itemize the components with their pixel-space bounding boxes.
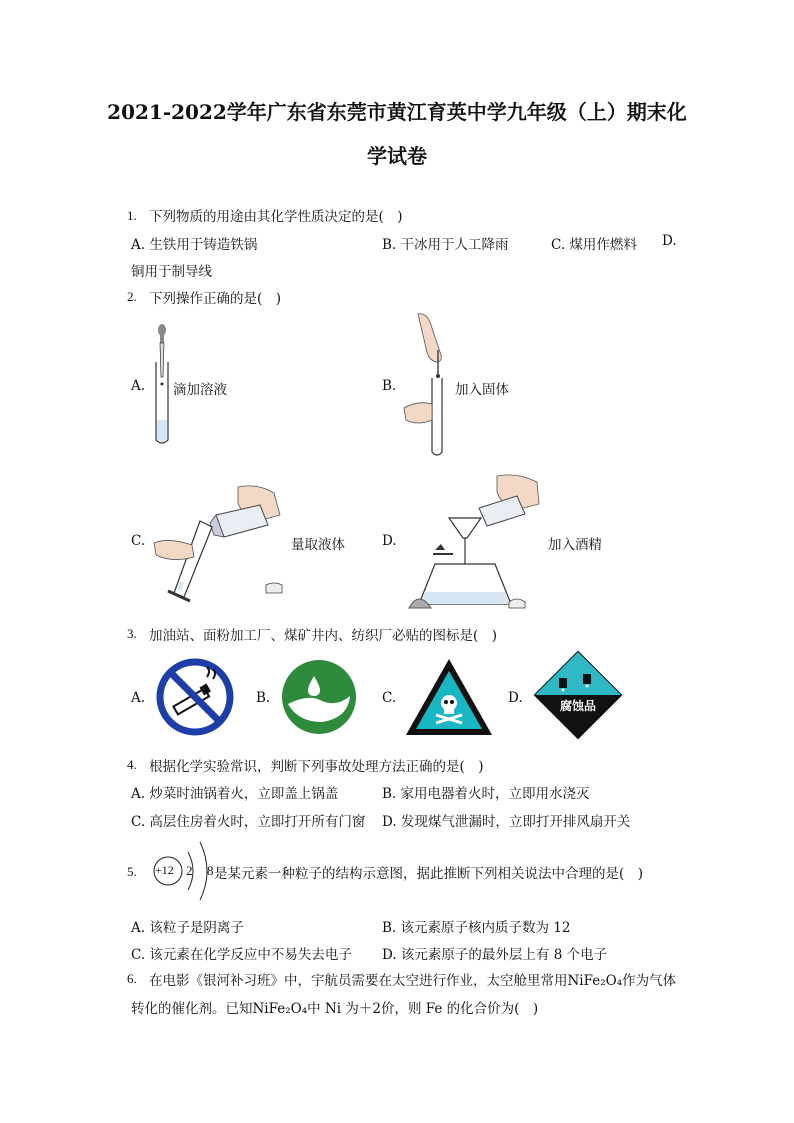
q3-option-d-letter: D. bbox=[508, 690, 523, 706]
q4-stem: 根据化学实验常识，判断下列事故处理方法正确的是( ) bbox=[149, 759, 484, 775]
q5-option-c: C. 该元素在化学反应中不易失去电子 bbox=[131, 947, 352, 963]
q5-option-d: D. 该元素原子的最外层上有 8 个电子 bbox=[382, 947, 608, 963]
q2-option-d-text: 加入酒精 bbox=[548, 537, 602, 553]
corrosive-warning-sign-icon bbox=[533, 650, 623, 740]
q4-option-c: C. 高层住房着火时，立即打开所有门窗 bbox=[131, 814, 366, 830]
adding-alcohol-to-lit-lamp-illustration bbox=[405, 472, 545, 612]
first-shell-electrons: 2 bbox=[186, 863, 193, 878]
q1-option-c: C. 煤用作燃料 bbox=[551, 237, 637, 253]
toxic-warning-sign-icon bbox=[404, 657, 494, 737]
q2-option-b-text: 加入固体 bbox=[455, 382, 509, 398]
q1-option-a: A. 生铁用于铸造铁锅 bbox=[131, 237, 258, 253]
exam-title-line2: 学试卷 bbox=[367, 144, 427, 168]
q2-option-c-letter: C. bbox=[131, 533, 146, 549]
q3-option-a-letter: A. bbox=[131, 690, 146, 706]
q4-number: 4. bbox=[127, 757, 137, 772]
adding-solid-to-tube-illustration bbox=[400, 312, 460, 458]
q1-option-b: B. 干冰用于人工降雨 bbox=[382, 237, 509, 253]
q5-number: 5. bbox=[127, 864, 137, 879]
second-shell-electrons: 8 bbox=[207, 863, 214, 878]
q3-option-b-letter: B. bbox=[256, 690, 271, 706]
q4-option-b: B. 家用电器着火时，立即用水浇灭 bbox=[382, 786, 590, 802]
water-saving-sign-icon bbox=[280, 658, 358, 736]
q2-option-a-text: 滴加溶液 bbox=[173, 382, 227, 398]
q2-option-c-text: 量取液体 bbox=[291, 537, 345, 553]
exam-title-line1: 2021-2022学年广东省东莞市黄江育英中学九年级（上）期末化 bbox=[107, 100, 687, 124]
no-smoking-sign-icon bbox=[155, 657, 235, 737]
q2-option-d-letter: D. bbox=[382, 533, 397, 549]
q1-option-d-letter: D. bbox=[662, 233, 677, 249]
q2-stem: 下列操作正确的是( ) bbox=[149, 291, 282, 307]
q2-option-b-letter: B. bbox=[382, 378, 397, 394]
nucleus-charge: +12 bbox=[155, 863, 174, 877]
q3-option-c-letter: C. bbox=[382, 690, 397, 706]
q5-option-b: B. 该元素原子核内质子数为 12 bbox=[382, 920, 571, 936]
pouring-into-graduated-cylinder-illustration bbox=[150, 485, 290, 610]
q5-stem: 是某元素一种粒子的结构示意图，据此推断下列相关说法中合理的是( ) bbox=[214, 866, 644, 882]
corrosive-sign-label: 腐蚀品 bbox=[559, 699, 596, 713]
q6-line1: 在电影《银河补习班》中，宇航员需要在太空进行作业，太空舱里常用NiFe₂O₄作为气体 bbox=[149, 973, 677, 989]
q2-number: 2. bbox=[127, 289, 137, 304]
q5-option-a: A. 该粒子是阴离子 bbox=[131, 920, 244, 936]
q3-stem: 加油站、面粉加工厂、煤矿井内、纺织厂必贴的图标是( ) bbox=[149, 628, 498, 644]
q3-number: 3. bbox=[127, 626, 137, 641]
q2-option-a-letter: A. bbox=[131, 378, 146, 394]
q1-option-d-text: 铜用于制导线 bbox=[131, 264, 212, 280]
q4-option-d: D. 发现煤气泄漏时，立即打开排风扇开关 bbox=[382, 814, 631, 830]
q6-number: 6. bbox=[127, 971, 137, 986]
q6-line2: 转化的催化剂。已知NiFe₂O₄中 Ni 为＋2价，则 Fe 的化合价为( ) bbox=[131, 1001, 539, 1017]
q4-option-a: A. 炒菜时油锅着火，立即盖上锅盖 bbox=[131, 786, 339, 802]
q1-number: 1. bbox=[127, 208, 137, 223]
q1-stem: 下列物质的用途由其化学性质决定的是( ) bbox=[149, 209, 403, 225]
